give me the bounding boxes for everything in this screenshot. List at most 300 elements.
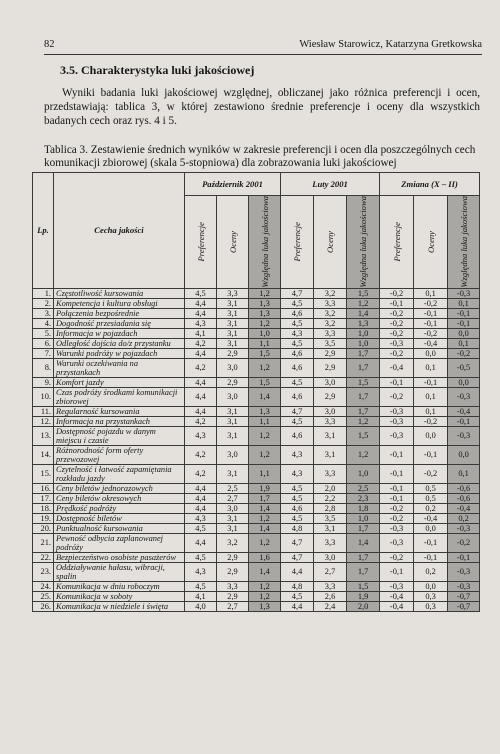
cell-rating: 3,3 xyxy=(314,581,347,591)
cell-gap: 1,2 xyxy=(249,358,281,377)
cell-rating: 0,3 xyxy=(414,601,448,611)
cell-gap: 1,0 xyxy=(249,328,281,338)
cell-gap: 1,4 xyxy=(249,503,281,513)
cell-rating: 3,0 xyxy=(217,445,249,464)
feature-name: Warunki podróży w pojazdach xyxy=(54,348,185,358)
cell-rating: 3,1 xyxy=(217,318,249,328)
cell-gap: 0,0 xyxy=(448,377,480,387)
cell-gap: -0,3 xyxy=(448,523,480,533)
cell-rating: 3,2 xyxy=(314,308,347,318)
feature-name: Komunikacja w soboty xyxy=(54,591,185,601)
cell-gap: 1,0 xyxy=(347,338,380,348)
cell-rating: 3,5 xyxy=(314,338,347,348)
table-row xyxy=(33,288,480,298)
cell-rating: 2,4 xyxy=(314,601,347,611)
feature-name: Odległość dojścia do/z przystanku xyxy=(54,338,185,348)
cell-rating: 3,5 xyxy=(314,513,347,523)
cell-preference: 4,7 xyxy=(281,406,314,416)
cell-gap: -0,6 xyxy=(448,483,480,493)
cell-gap: 1,0 xyxy=(347,328,380,338)
cell-gap: 1,3 xyxy=(249,298,281,308)
row-number: 26. xyxy=(33,601,54,611)
feature-name: Bezpieczeństwo osobiste pasażerów xyxy=(54,552,185,562)
cell-gap: 1,0 xyxy=(347,464,380,483)
cell-rating: 2,9 xyxy=(217,562,249,581)
cell-rating: 3,0 xyxy=(217,387,249,406)
cell-preference: 4,2 xyxy=(185,358,217,377)
feature-name: Warunki oczekiwania na przystankach xyxy=(54,358,185,377)
row-number: 3. xyxy=(33,308,54,318)
cell-preference: -0,2 xyxy=(380,348,414,358)
feature-name: Komunikacja w niedziele i święta xyxy=(54,601,185,611)
cell-preference: 4,6 xyxy=(281,348,314,358)
row-number: 20. xyxy=(33,523,54,533)
cell-preference: 4,3 xyxy=(281,445,314,464)
table-row xyxy=(33,358,480,377)
cell-rating: 2,7 xyxy=(217,493,249,503)
cell-rating: 3,2 xyxy=(314,288,347,298)
table-row xyxy=(33,513,480,523)
cell-gap: 1,2 xyxy=(249,445,281,464)
cell-gap: 1,2 xyxy=(249,426,281,445)
cell-preference: -0,1 xyxy=(380,377,414,387)
cell-rating: 0,0 xyxy=(414,426,448,445)
feature-name: Czas podróży środkami komunikacji zbiorowej xyxy=(54,387,185,406)
cell-rating: -0,1 xyxy=(414,308,448,318)
cell-rating: 3,3 xyxy=(314,464,347,483)
table-row xyxy=(33,503,480,513)
subheader-ratings: Oceny xyxy=(227,230,238,253)
cell-gap: 1,7 xyxy=(347,523,380,533)
cell-preference: -0,2 xyxy=(380,552,414,562)
row-number: 4. xyxy=(33,318,54,328)
cell-preference: 4,2 xyxy=(185,445,217,464)
cell-rating: 3,0 xyxy=(217,358,249,377)
cell-preference: 4,5 xyxy=(281,416,314,426)
cell-rating: -0,1 xyxy=(414,552,448,562)
cell-preference: -0,4 xyxy=(380,591,414,601)
row-number: 10. xyxy=(33,387,54,406)
cell-gap: 1,5 xyxy=(249,377,281,387)
cell-gap: 1,7 xyxy=(347,387,380,406)
cell-gap: 1,4 xyxy=(249,387,281,406)
cell-gap: 1,2 xyxy=(249,533,281,552)
feature-name: Połączenia bezpośrednie xyxy=(54,308,185,318)
cell-preference: 4,4 xyxy=(185,503,217,513)
cell-gap: 1,4 xyxy=(249,562,281,581)
cell-rating: 2,9 xyxy=(314,358,347,377)
cell-preference: -0,3 xyxy=(380,426,414,445)
table-row xyxy=(33,552,480,562)
header-feature: Cecha jakości xyxy=(54,173,185,289)
table-row xyxy=(33,338,480,348)
cell-gap: 1,1 xyxy=(249,464,281,483)
table-row xyxy=(33,601,480,611)
cell-preference: 4,5 xyxy=(185,552,217,562)
row-number: 22. xyxy=(33,552,54,562)
cell-rating: 3,1 xyxy=(314,426,347,445)
cell-rating: 0,0 xyxy=(414,348,448,358)
cell-rating: -0,4 xyxy=(414,513,448,523)
cell-rating: 0,5 xyxy=(414,483,448,493)
cell-preference: 4,4 xyxy=(185,483,217,493)
row-number: 17. xyxy=(33,493,54,503)
row-number: 16. xyxy=(33,483,54,493)
cell-rating: 3,1 xyxy=(217,513,249,523)
cell-preference: -0,3 xyxy=(380,581,414,591)
table-row xyxy=(33,416,480,426)
feature-name: Prędkość podróży xyxy=(54,503,185,513)
cell-gap: 1,7 xyxy=(347,552,380,562)
cell-rating: 3,1 xyxy=(217,523,249,533)
cell-rating: 0,1 xyxy=(414,288,448,298)
cell-preference: 4,5 xyxy=(281,591,314,601)
table-row xyxy=(33,523,480,533)
subheader-gap: Względna luka jakościowa xyxy=(358,196,369,288)
cell-preference: 4,3 xyxy=(281,464,314,483)
row-number: 6. xyxy=(33,338,54,348)
table-row xyxy=(33,328,480,338)
cell-preference: 4,5 xyxy=(281,483,314,493)
cell-preference: 4,6 xyxy=(281,358,314,377)
cell-gap: 1,2 xyxy=(249,591,281,601)
cell-preference: -0,2 xyxy=(380,513,414,523)
cell-gap: -0,3 xyxy=(448,581,480,591)
cell-rating: 3,3 xyxy=(314,533,347,552)
cell-rating: -0,2 xyxy=(414,416,448,426)
cell-preference: 4,8 xyxy=(281,581,314,591)
cell-preference: -0,4 xyxy=(380,358,414,377)
cell-preference: -0,3 xyxy=(380,416,414,426)
cell-gap: 1,5 xyxy=(347,377,380,387)
cell-rating: 0,2 xyxy=(414,503,448,513)
cell-gap: 1,7 xyxy=(347,358,380,377)
cell-preference: 4,3 xyxy=(185,562,217,581)
subheader-preferences: Preferencje xyxy=(195,222,206,262)
cell-rating: -0,2 xyxy=(414,328,448,338)
cell-gap: 1,7 xyxy=(347,406,380,416)
subheader-gap: Względna luka jakościowa xyxy=(458,196,469,288)
cell-gap: -0,1 xyxy=(448,308,480,318)
table-row xyxy=(33,464,480,483)
cell-rating: 0,5 xyxy=(414,493,448,503)
cell-gap: 0,1 xyxy=(448,298,480,308)
results-table xyxy=(32,172,480,612)
section-title: 3.5. Charakterystyka luki jakościowej xyxy=(60,63,255,77)
cell-gap: -0,7 xyxy=(448,591,480,601)
cell-preference: 4,5 xyxy=(185,523,217,533)
body-paragraph: Wyniki badania luki jakościowej względnej, obliczanej jako różnica preferencji i ocen, przedstawiają: tablica 3, w której zestawiono średnie preferencje i oceny dla wszystkich badanych cech oraz rys. 4 i 5. xyxy=(44,87,480,128)
cell-gap: 1,2 xyxy=(249,581,281,591)
cell-rating: 3,3 xyxy=(314,328,347,338)
cell-rating: 2,9 xyxy=(217,348,249,358)
cell-preference: -0,1 xyxy=(380,493,414,503)
cell-preference: 4,5 xyxy=(281,318,314,328)
cell-preference: 4,4 xyxy=(185,377,217,387)
cell-gap: 1,2 xyxy=(347,416,380,426)
cell-gap: 1,2 xyxy=(347,445,380,464)
table-row xyxy=(33,308,480,318)
cell-rating: 2,9 xyxy=(217,591,249,601)
cell-gap: 1,2 xyxy=(249,288,281,298)
cell-gap: 1,1 xyxy=(249,416,281,426)
cell-gap: 1,4 xyxy=(347,533,380,552)
cell-preference: 4,7 xyxy=(281,552,314,562)
cell-rating: 3,1 xyxy=(217,328,249,338)
cell-gap: 1,4 xyxy=(347,308,380,318)
header-lp: Lp. xyxy=(33,173,54,289)
row-number: 15. xyxy=(33,464,54,483)
cell-rating: 2,7 xyxy=(314,562,347,581)
cell-gap: -0,3 xyxy=(448,387,480,406)
cell-preference: 4,7 xyxy=(281,533,314,552)
cell-preference: 4,4 xyxy=(185,348,217,358)
cell-preference: 4,5 xyxy=(185,581,217,591)
cell-gap: -0,2 xyxy=(448,533,480,552)
cell-gap: -0,3 xyxy=(448,426,480,445)
group-header-feb: Luty 2001 xyxy=(281,173,380,196)
feature-name: Kompetencja i kultura obsługi xyxy=(54,298,185,308)
table-row xyxy=(33,348,480,358)
feature-name: Różnorodność form oferty przewozowej xyxy=(54,445,185,464)
cell-preference: 4,4 xyxy=(281,562,314,581)
table-body xyxy=(33,288,480,611)
cell-preference: 4,1 xyxy=(185,591,217,601)
cell-rating: 3,1 xyxy=(314,445,347,464)
cell-preference: 4,4 xyxy=(185,406,217,416)
cell-preference: 4,3 xyxy=(185,318,217,328)
subheader-ratings: Oceny xyxy=(325,230,336,253)
cell-rating: 2,5 xyxy=(217,483,249,493)
cell-gap: -0,4 xyxy=(448,406,480,416)
feature-name: Ceny biletów jednorazowych xyxy=(54,483,185,493)
cell-rating: 3,3 xyxy=(314,298,347,308)
cell-gap: 1,7 xyxy=(347,348,380,358)
cell-gap: 1,2 xyxy=(347,298,380,308)
cell-rating: 3,3 xyxy=(217,581,249,591)
feature-name: Oddziaływanie hałasu, wibracji, spalin xyxy=(54,562,185,581)
cell-preference: 4,5 xyxy=(281,377,314,387)
cell-preference: -0,2 xyxy=(380,503,414,513)
cell-gap: -0,1 xyxy=(448,318,480,328)
cell-rating: 0,1 xyxy=(414,406,448,416)
cell-gap: 1,9 xyxy=(347,591,380,601)
cell-rating: 3,1 xyxy=(314,523,347,533)
cell-preference: 4,4 xyxy=(185,533,217,552)
cell-preference: -0,2 xyxy=(380,318,414,328)
cell-gap: 0,1 xyxy=(448,338,480,348)
row-number: 9. xyxy=(33,377,54,387)
cell-preference: 4,3 xyxy=(281,328,314,338)
subheader-preferences: Preferencje xyxy=(292,222,303,262)
table-row xyxy=(33,533,480,552)
cell-preference: 4,1 xyxy=(185,328,217,338)
table-caption: Tablica 3. Zestawienie średnich wyników w zakresie preferencji i ocen dla poszczególnych cech komunikacji zbiorowej (skala 5-stopniowa) dla zobrazowania luki jakościowej xyxy=(44,144,476,169)
cell-rating: 0,0 xyxy=(414,581,448,591)
cell-gap: -0,3 xyxy=(448,288,480,298)
table-row xyxy=(33,387,480,406)
row-number: 25. xyxy=(33,591,54,601)
cell-preference: 4,4 xyxy=(185,387,217,406)
feature-name: Dogodność przesiadania się xyxy=(54,318,185,328)
cell-rating: 2,8 xyxy=(314,503,347,513)
running-head: Wiesław Starowicz, Katarzyna Gretkowska xyxy=(299,39,482,50)
cell-gap: 1,7 xyxy=(347,562,380,581)
subheader-gap: Względna luka jakościowa xyxy=(259,196,270,288)
cell-preference: 4,0 xyxy=(185,601,217,611)
cell-preference: 4,4 xyxy=(185,308,217,318)
cell-preference: -0,2 xyxy=(380,308,414,318)
subheader-preferences: Preferencje xyxy=(391,222,402,262)
cell-preference: 4,3 xyxy=(185,513,217,523)
cell-gap: 1,7 xyxy=(249,493,281,503)
table-row xyxy=(33,483,480,493)
cell-gap: 1,1 xyxy=(249,338,281,348)
cell-preference: 4,3 xyxy=(185,426,217,445)
cell-rating: -0,1 xyxy=(414,533,448,552)
cell-rating: 3,1 xyxy=(217,464,249,483)
cell-preference: 4,6 xyxy=(281,426,314,445)
table-row xyxy=(33,591,480,601)
cell-preference: -0,2 xyxy=(380,387,414,406)
feature-name: Ceny biletów okresowych xyxy=(54,493,185,503)
cell-rating: -0,1 xyxy=(414,318,448,328)
cell-gap: -0,6 xyxy=(448,493,480,503)
cell-rating: -0,4 xyxy=(414,338,448,348)
cell-preference: -0,1 xyxy=(380,298,414,308)
table-row xyxy=(33,377,480,387)
cell-gap: 1,2 xyxy=(249,318,281,328)
cell-gap: 1,3 xyxy=(249,308,281,318)
feature-name: Informacja w pojazdach xyxy=(54,328,185,338)
cell-preference: 4,2 xyxy=(185,464,217,483)
cell-rating: 2,9 xyxy=(314,387,347,406)
row-number: 13. xyxy=(33,426,54,445)
cell-preference: 4,4 xyxy=(185,298,217,308)
feature-name: Informacja na przystankach xyxy=(54,416,185,426)
table-row xyxy=(33,581,480,591)
feature-name: Czytelność i łatwość zapamiętania rozkładu jazdy xyxy=(54,464,185,483)
cell-rating: 3,3 xyxy=(217,288,249,298)
feature-name: Regularność kursowania xyxy=(54,406,185,416)
cell-gap: 1,5 xyxy=(347,426,380,445)
table-row xyxy=(33,445,480,464)
cell-rating: 3,3 xyxy=(314,416,347,426)
feature-name: Dostępność pojazdu w danym miejscu i czasie xyxy=(54,426,185,445)
cell-gap: 0,0 xyxy=(448,328,480,338)
table-row xyxy=(33,318,480,328)
cell-gap: -0,1 xyxy=(448,416,480,426)
cell-preference: -0,1 xyxy=(380,562,414,581)
row-number: 14. xyxy=(33,445,54,464)
cell-rating: 3,1 xyxy=(217,308,249,318)
cell-preference: 4,5 xyxy=(185,288,217,298)
cell-gap: 1,5 xyxy=(347,581,380,591)
cell-preference: 4,2 xyxy=(185,338,217,348)
cell-rating: 0,0 xyxy=(414,523,448,533)
cell-preference: -0,3 xyxy=(380,338,414,348)
cell-preference: 4,8 xyxy=(281,523,314,533)
cell-rating: -0,1 xyxy=(414,377,448,387)
cell-gap: 0,0 xyxy=(448,445,480,464)
table-row xyxy=(33,562,480,581)
cell-gap: 1,5 xyxy=(249,348,281,358)
cell-preference: 4,4 xyxy=(281,601,314,611)
feature-name: Pewność odbycia zaplanowanej podróży xyxy=(54,533,185,552)
running-header xyxy=(44,38,482,55)
row-number: 5. xyxy=(33,328,54,338)
feature-name: Komunikacja w dniu roboczym xyxy=(54,581,185,591)
cell-gap: 1,2 xyxy=(249,513,281,523)
cell-rating: 2,6 xyxy=(314,591,347,601)
cell-preference: 4,5 xyxy=(281,493,314,503)
row-number: 24. xyxy=(33,581,54,591)
row-number: 21. xyxy=(33,533,54,552)
cell-preference: -0,4 xyxy=(380,601,414,611)
row-number: 12. xyxy=(33,416,54,426)
cell-preference: -0,3 xyxy=(380,533,414,552)
cell-gap: 2,5 xyxy=(347,483,380,493)
row-number: 18. xyxy=(33,503,54,513)
cell-rating: 3,1 xyxy=(217,426,249,445)
cell-gap: 1,3 xyxy=(249,406,281,416)
cell-preference: 4,6 xyxy=(281,503,314,513)
cell-rating: 3,2 xyxy=(217,533,249,552)
row-number: 2. xyxy=(33,298,54,308)
cell-gap: 1,8 xyxy=(347,503,380,513)
cell-preference: -0,2 xyxy=(380,328,414,338)
cell-rating: 3,1 xyxy=(217,338,249,348)
cell-preference: 4,4 xyxy=(185,493,217,503)
table-row xyxy=(33,493,480,503)
cell-preference: 4,5 xyxy=(281,338,314,348)
cell-rating: 3,0 xyxy=(314,552,347,562)
cell-rating: 2,9 xyxy=(314,348,347,358)
cell-rating: 2,7 xyxy=(217,601,249,611)
cell-gap: 1,9 xyxy=(249,483,281,493)
cell-gap: 1,4 xyxy=(249,523,281,533)
row-number: 23. xyxy=(33,562,54,581)
cell-rating: 2,9 xyxy=(217,377,249,387)
cell-gap: 1,5 xyxy=(347,288,380,298)
cell-rating: 3,2 xyxy=(314,318,347,328)
row-number: 7. xyxy=(33,348,54,358)
page-number: 82 xyxy=(44,39,55,50)
cell-rating: 3,1 xyxy=(217,406,249,416)
cell-gap: -0,2 xyxy=(448,348,480,358)
cell-rating: -0,1 xyxy=(414,445,448,464)
cell-preference: -0,1 xyxy=(380,483,414,493)
row-number: 19. xyxy=(33,513,54,523)
row-number: 1. xyxy=(33,288,54,298)
cell-gap: 2,0 xyxy=(347,601,380,611)
cell-rating: 0,1 xyxy=(414,358,448,377)
cell-preference: -0,3 xyxy=(380,523,414,533)
cell-rating: 3,0 xyxy=(314,406,347,416)
subheader-ratings: Oceny xyxy=(425,230,436,253)
cell-preference: 4,6 xyxy=(281,387,314,406)
cell-rating: 0,2 xyxy=(414,562,448,581)
cell-preference: 4,5 xyxy=(281,513,314,523)
cell-rating: -0,2 xyxy=(414,298,448,308)
cell-rating: 3,0 xyxy=(314,377,347,387)
group-header-change: Zmiana (X – II) xyxy=(380,173,480,196)
cell-rating: 3,0 xyxy=(217,503,249,513)
cell-preference: 4,7 xyxy=(281,288,314,298)
cell-gap: 2,3 xyxy=(347,493,380,503)
cell-gap: -0,4 xyxy=(448,503,480,513)
row-number: 11. xyxy=(33,406,54,416)
